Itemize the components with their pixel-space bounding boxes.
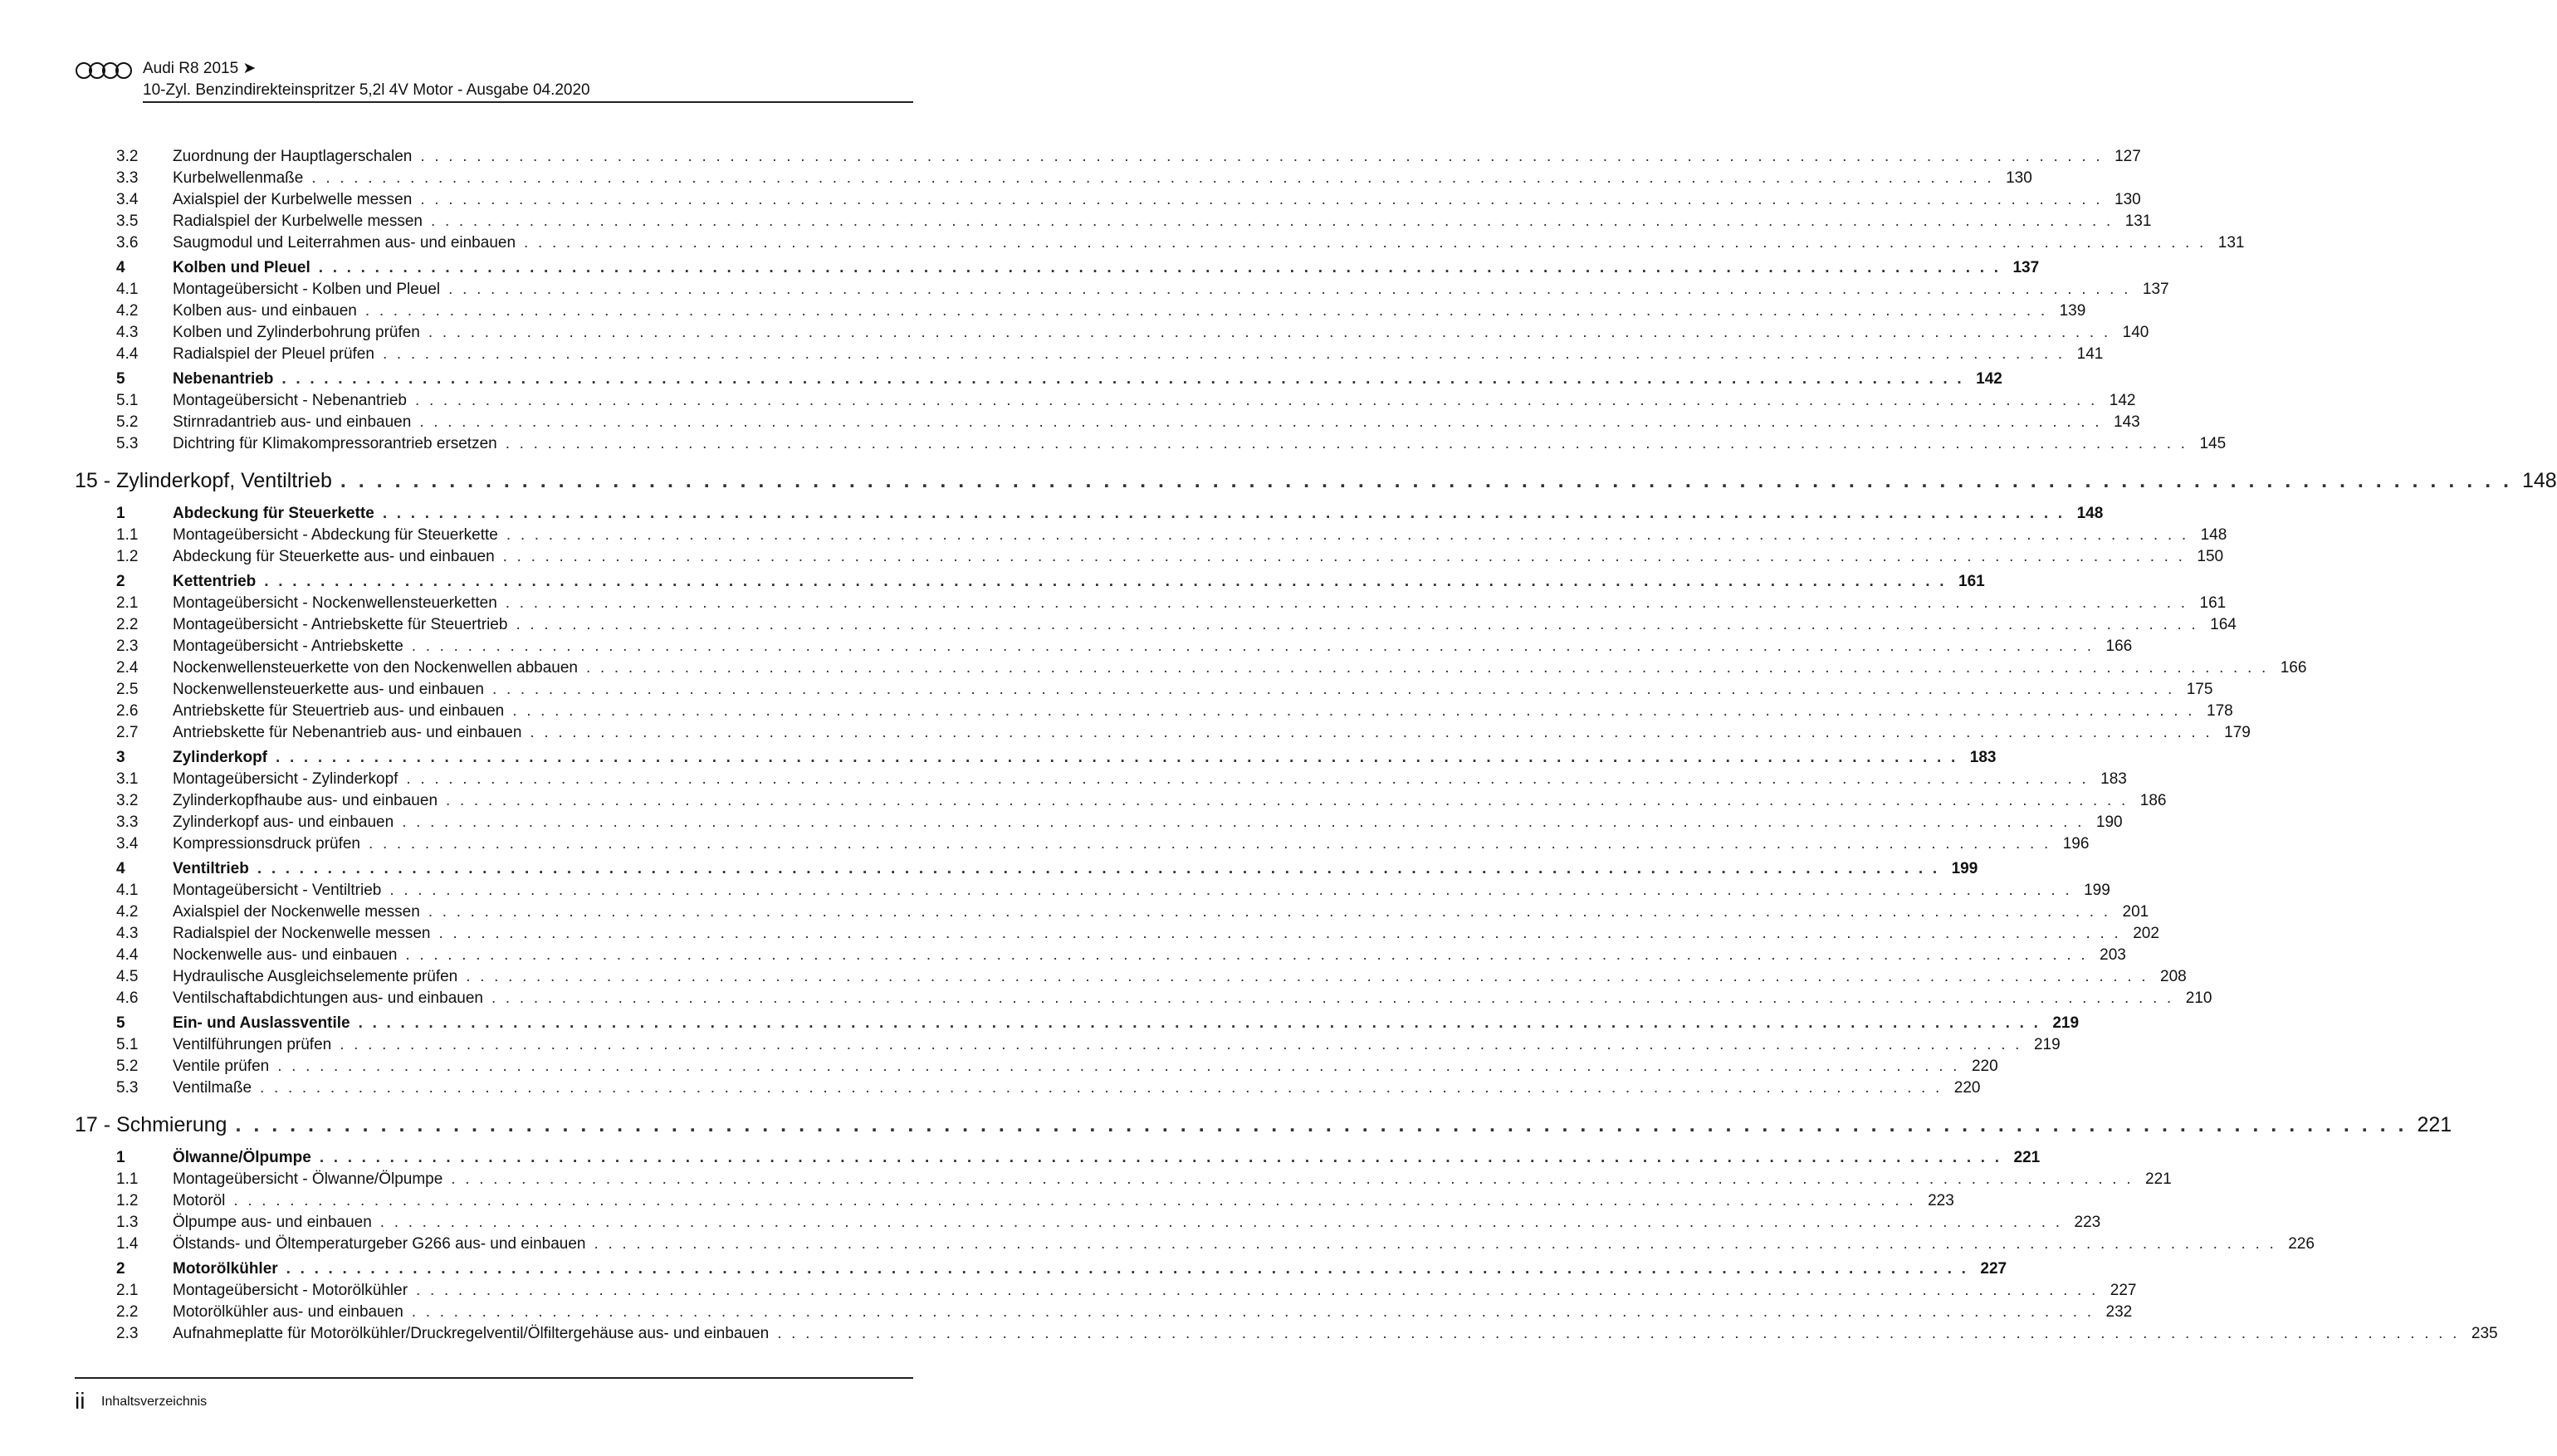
toc-entry-page: 208: [2160, 968, 2187, 985]
toc-subsection-entry[interactable]: [116, 525, 2227, 546]
toc-entry-title: Montageübersicht - Abdeckung für Steuerkette: [173, 526, 498, 544]
toc-entry-page: 166: [2105, 638, 2133, 655]
toc-entry-number: 4.2: [116, 903, 139, 921]
toc-entry-title: Montageübersicht - Ventiltrieb: [173, 882, 382, 899]
toc-entry-title: Radialspiel der Nockenwelle messen: [173, 925, 431, 942]
toc-subsection-entry[interactable]: [116, 412, 2140, 433]
toc-entry-title: Kolben und Pleuel: [173, 259, 310, 276]
toc-entry-page: 232: [2105, 1303, 2133, 1321]
toc-chapter-entry[interactable]: [75, 1111, 2452, 1139]
toc-entry-page: 164: [2210, 616, 2237, 633]
toc-section-entry[interactable]: [116, 747, 1997, 769]
toc-subsection-entry[interactable]: [116, 322, 2149, 344]
toc-entry-title: Antriebskette für Steuertrieb aus- und einbauen: [173, 702, 505, 720]
toc-leader-dots: . . . . . . . . . . . . . . . . . . . . . . . . . . . . . . . . . . . . . . . . . . . . . . . . . . . . . . . . . . . . . . . . . . . . . . . . . . . . . . . . . . . . . . . . . . . . . . . . . . . . . . . . . . . . . . . . . . . . . . . .: [389, 882, 2072, 899]
toc-chapter-entry[interactable]: [75, 467, 2557, 495]
toc-leader-dots: . . . . . . . . . . . . . . . . . . . . . . . . . . . . . . . . . . . . . . . . . . . . . . . . . . . . . . . . . . . . . . . . . . . . . . . . . . . . . . . . . . . . . . . . . . . . . . . . . . . . . . . . . . . . . . . . . . . . . . . .: [318, 259, 2002, 276]
toc-leader-dots: . . . . . . . . . . . . . . . . . . . . . . . . . . . . . . . . . . . . . . . . . . . . . . . . . . . . . . . . . . . . . . . . . . . . . . . . . . . . . . . . . . . . . . . . . . . . . . . . . . . . . . . . . . . . . . . . . . . . . . . .: [446, 792, 2129, 809]
toc-entry-number: 4.6: [116, 989, 139, 1007]
toc-entry-title: Montageübersicht - Antriebskette: [173, 638, 403, 655]
toc-entry-title: Kolben aus- und einbauen: [173, 302, 357, 320]
toc-entry-title: Ventilführungen prüfen: [173, 1036, 332, 1053]
header-subtitle: 10-Zyl. Benzindirekteinspritzer 5,2l 4V Motor - Ausgabe 04.2020: [143, 81, 590, 99]
toc-subsection-entry[interactable]: [116, 833, 2090, 855]
toc-leader-dots: . . . . . . . . . . . . . . . . . . . . . . . . . . . . . . . . . . . . . . . . . . . . . . . . . . . . . . . . . . . . . . . . . . . . . . . . . . . . . . . . . . . . . . . . . . . . . . . . . . . . . . . . . . . . . . . . . . . . . . . .: [420, 148, 2103, 165]
toc-leader-dots: . . . . . . . . . . . . . . . . . . . . . . . . . . . . . . . . . . . . . . . . . . . . . . . . . . . . . . . . . . . . . . . . . . . . . . . . . . . . . . . . . . . . . . . . . . . . . . . . . . . . . . . . . . . . . . . . . . . . . . . .: [524, 234, 2207, 252]
toc-subsection-entry[interactable]: [116, 722, 2251, 744]
toc-entry-page: 235: [2471, 1325, 2498, 1342]
toc-entry-page: 148: [2200, 526, 2227, 544]
toc-leader-dots: . . . . . . . . . . . . . . . . . . . . . . . . . . . . . . . . . . . . . . . . . . . . . . . . . . . . . . . . . . . . . . . . . . . . . . . . . . . . . . . . . . . . . . . . . . . . . . . . . . . . . . . . . . . . . . . . . . . . . . . .: [257, 860, 1940, 877]
toc-subsection-entry[interactable]: [116, 988, 2212, 1009]
toc-entry-page: 130: [2006, 169, 2032, 187]
toc-entry-number: 5: [116, 370, 125, 388]
toc-leader-dots: . . . . . . . . . . . . . . . . . . . . . . . . . . . . . . . . . . . . . . . . . . . . . . . . . . . . . . . . . . . . . . . . . . . . . . . . . . . . . . . . . . . . . . . . . . . . . . . . . . . . . . . . . . . . . . . . . . . . . . . .: [505, 435, 2188, 452]
toc-entry-number: 2.2: [116, 616, 139, 633]
toc-entry-title: Nockenwellensteuerkette aus- und einbauen: [173, 681, 484, 698]
toc-subsection-entry[interactable]: [116, 679, 2213, 701]
toc-entry-title: Aufnahmeplatte für Motorölkühler/Druckregelventil/Ölfiltergehäuse aus- und einbauen: [173, 1325, 770, 1342]
toc-entry-number: 2: [116, 1260, 125, 1278]
toc-entry-title: Motorölkühler: [173, 1260, 278, 1278]
toc-leader-dots: . . . . . . . . . . . . . . . . . . . . . . . . . . . . . . . . . . . . . . . . . . . . . . . . . . . . . . . . . . . . . . . . . . . . . . . . . . . . . . . . . . . . . . . . . . . . . . . . . . . . . . . . . . . . . . . . . . . . . . . .: [281, 370, 1964, 388]
toc-leader-dots: . . . . . . . . . . . . . . . . . . . . . . . . . . . . . . . . . . . . . . . . . . . . . . . . . . . . . . . . . . . . . . . . . . . . . . . . . . . . . . . . . . . . . . . . . . . . . . . . . . . . . . . . . . . . . . . . . . . . . . . .: [420, 191, 2103, 208]
toc-leader-dots: . . . . . . . . . . . . . . . . . . . . . . . . . . . . . . . . . . . . . . . . . . . . . . . . . . . . . . . . . . . . . . . . . . . . . . . . . . . . . . . . . . . . . . . . . . . . . . . . . . . . . . . . . . . . . . . . . . . . . . . .: [364, 302, 2048, 320]
toc-leader-dots: . . . . . . . . . . . . . . . . . . . . . . . . . . . . . . . . . . . . . . . . . . . . . . . . . . . . . . . . . . . . . . . . . . . . . . . . . . . . . . . . . . . . . . . . . . . . . . . . . . . . . . . . . . . . . . . . . . . . . . . .: [777, 1325, 2460, 1342]
toc-leader-dots: . . . . . . . . . . . . . . . . . . . . . . . . . . . . . . . . . . . . . . . . . . . . . . . . . . . . . . . . . . . . . . . . . . . . . . . . . . . . . . . . . . . . . . . . . . . . . . . . . . . . . . . . . . . . . . . . . . . . . . . .: [286, 1260, 1969, 1278]
toc-entry-page: 219: [2052, 1014, 2080, 1032]
toc-subsection-entry[interactable]: [116, 636, 2133, 657]
toc-entry-number: 4.2: [116, 302, 139, 320]
toc-entry-title: Zuordnung der Hauptlagerschalen: [173, 148, 413, 165]
toc-leader-dots: . . . . . . . . . . . . . . . . . . . . . . . . . . . . . . . . . . . . . . . . . . . . . . . . . . . . . . . . . . . . . . . . . . . . . . . . . . . . . . . . . . . . . . . . . . . . . . . . . . . . . . . . . . . . . . . . . . . . . . . .: [451, 1170, 2134, 1188]
toc-entry-page: 203: [2100, 946, 2126, 964]
toc-entry-number: 2.1: [116, 1282, 139, 1299]
toc-subsection-entry[interactable]: [116, 1190, 1954, 1212]
toc-leader-dots: . . . . . . . . . . . . . . . . . . . . . . . . . . . . . . . . . . . . . . . . . . . . . . . . . . . . . . . . . . . . . . . . . . . . . . . . . . . . . . . . . . . . . . . . . . . . . . . . . . . . . . . . . . . . . . . . . . . . . . . .: [448, 281, 2131, 298]
toc-entry-number: 4.3: [116, 324, 139, 341]
toc-entry-page: 196: [2062, 835, 2090, 853]
toc-entry-page: 223: [2074, 1214, 2101, 1231]
toc-entry-title: Nebenantrieb: [173, 370, 274, 388]
toc-entry-page: 183: [2100, 770, 2127, 788]
toc-leader-dots: . . . . . . . . . . . . . . . . . . . . . . . . . . . . . . . . . . . . . . . . . . . . . . . . . . . . . . . . . . . . . . . . . . . . . . . . . . . . . . . . . . . . . . . . . . . . . . . . . . . . . . . . . . . . . . . . . . . . . . . .: [416, 1282, 2099, 1299]
toc-entry-title: Kettentrieb: [173, 573, 257, 590]
toc-entry-number: 3.1: [116, 770, 139, 788]
toc-leader-dots: . . . . . . . . . . . . . . . . . . . . . . . . . . . . . . . . . . . . . . . . . . . . . . . . . . . . . . . . . . . . . . . . . . . . . . . . . . . . . . . . . . . . . . . . . . . . . . . . . . . . . . . . . . . . . . . . . . . . . . . .: [379, 1214, 2063, 1231]
toc-chapter-title: 15 - Zylinderkopf, Ventiltrieb: [75, 469, 332, 492]
toc-entry-title: Ventilmaße: [173, 1079, 252, 1097]
toc-entry-number: 2.1: [116, 594, 139, 612]
toc-subsection-entry[interactable]: [116, 1234, 2315, 1255]
toc-subsection-entry[interactable]: [116, 1056, 1998, 1077]
toc-leader-dots: . . . . . . . . . . . . . . . . . . . . . . . . . . . . . . . . . . . . . . . . . . . . . . . . . . . . . . . . . . . . . . . . . . . . . . . . . . . . . . . . . . . . . . . . . . . . . . . . . . . . . . . . . . . . . . . . . . . . . . . .: [382, 505, 2066, 522]
toc-entry-number: 4.1: [116, 281, 139, 298]
toc-entry-title: Ölpumpe aus- und einbauen: [173, 1214, 372, 1231]
toc-leader-dots: . . . . . . . . . . . . . . . . . . . . . . . . . . . . . . . . . . . . . . . . . . . . . . . . . . . . . . . . . . . . . . . . . . . . . . . . . . . . . . . . . . . . . . . . . . . . . . . . . . . . . . . . . . . . . . . . . . . . . . . .: [411, 638, 2095, 655]
toc-entry-number: 1.1: [116, 526, 139, 544]
toc-leader-dots: . . . . . . . . . . . . . . . . . . . . . . . . . . . . . . . . . . . . . . . . . . . . . . . . . . . . . . . . . . . . . . . . . . . . . . . . . . . . . . . . . . . . . . . . . . . . . . . . . . . . . . . . . . . . . . . . . . . . . . . .: [516, 616, 2198, 633]
toc-entry-page: 186: [2139, 792, 2167, 809]
toc-chapter-title: 17 - Schmierung: [75, 1113, 227, 1136]
toc-entry-page: 142: [1976, 370, 2002, 388]
toc-leader-dots: . . . . . . . . . . . . . . . . . . . . . . . . . . . . . . . . . . . . . . . . . . . . . . . . . . . . . . . . . . . . . . . . . . . . . . . . . . . . . . . . . . . . . . . . . . . . . . . . . . . . . . . . . . . . . . . . . . . . . . . .: [233, 1192, 1916, 1209]
toc-leader-dots: . . . . . . . . . . . . . . . . . . . . . . . . . . . . . . . . . . . . . . . . . . . . . . . . . . . . . . . . . . . . . . . . . . . . . . . . . . . . . . . . . . . . . . . . . . . . . . . . . . . . . . . . . . . . . . . . . . . . . . . .: [402, 814, 2085, 831]
toc-entry-number: 4.4: [116, 946, 139, 964]
toc-subsection-entry[interactable]: [116, 279, 2169, 300]
toc-entry-number: 3.2: [116, 148, 139, 165]
toc-entry-page: 201: [2122, 903, 2149, 921]
toc-leader-dots: . . . . . . . . . . . . . . . . . . . . . . . . . . . . . . . . . . . . . . . . . . . . . . . . . . . . . . . . . . . . . . . . . . . . . . . . . . . . . . . . . . . . . . . . . . . . . . . . . . . . . . . . . . . . . . . . . . . . . . . .: [406, 770, 2089, 788]
toc-entry-number: 3.4: [116, 835, 139, 853]
toc-section-entry[interactable]: [116, 1013, 2080, 1034]
page-header: [75, 60, 913, 101]
toc-leader-dots: . . . . . . . . . . . . . . . . . . . . . . . . . . . . . . . . . . . . . . . . . . . . . . . . . . . . . . . . . . . . . . . . . . . . . . . . . . . . . . . . . . . . . . . . . . . . . . . . . . . . . . . . . . . . . . . . . . . . . . . .: [428, 903, 2111, 921]
toc-subsection-entry[interactable]: [116, 1302, 2133, 1323]
toc-entry-page: 131: [2124, 213, 2152, 230]
toc-entry-title: Radialspiel der Kurbelwelle messen: [173, 213, 423, 230]
toc-leader-dots: . . . . . . . . . . . . . . . . . . . . . . . . . . . . . . . . . . . . . . . . . . . . . . . . . . . . . . . . . . . . . . . . . . . . . . . . . . . . . . . . . . . . . . . . . . . . . . . . . . . . . . . . . . . . . . . . . . . . . . . .: [594, 1235, 2276, 1253]
toc-entry-title: Montageübersicht - Nebenantrieb: [173, 392, 408, 409]
toc-entry-title: Motoröl: [173, 1192, 226, 1209]
toc-entry-number: 2.4: [116, 659, 139, 677]
toc-entry-number: 3.5: [116, 213, 139, 230]
toc-leader-dots: . . . . . . . . . . . . . . . . . . . . . . . . . . . . . . . . . . . . . . . . . . . . . . . . . . . . . . . . . . . . . . . . . . . . . . . . . . . . . . . . . . . . . . . . . . . . . . . . . . . . . . . . . . . . . . . . . . . . . . . .: [358, 1014, 2041, 1032]
toc-subsection-entry[interactable]: [116, 189, 2141, 211]
toc-entry-title: Saugmodul und Leiterrahmen aus- und einbauen: [173, 234, 516, 252]
toc-section-entry[interactable]: [116, 1147, 2041, 1169]
toc-leader-dots: . . . . . . . . . . . . . . . . . . . . . . . . . . . . . . . . . . . . . . . . . . . . . . . . . . . . . . . . . . . . . . . . . . . . . . . . . . . . . . . . . . . . . . . . . . . . . . . . . . . . . . . . . . . . . . . . . . . . . . . .: [466, 968, 2149, 985]
toc-chapter-page: 221: [2417, 1113, 2452, 1136]
toc-entry-page: 220: [1953, 1079, 1981, 1097]
toc-entry-page: 178: [2207, 702, 2233, 720]
toc-chapter-page: 148: [2521, 469, 2557, 492]
toc-section-entry[interactable]: [116, 1258, 2007, 1280]
toc-entry-number: 4.1: [116, 882, 139, 899]
toc-entry-number: 4: [116, 259, 125, 276]
toc-leader-dots: . . . . . . . . . . . . . . . . . . . . . . . . . . . . . . . . . . . . . . . . . . . . . . . . . . . . . . . . . . . . . . . . . . . . . . . . . . . . . . . . . . . . . . . . . . . . . . . . . . . . . . . . . . . . . . . . . . . . . . . .: [235, 1113, 2408, 1136]
toc-entry-number: 2.6: [116, 702, 139, 720]
toc-subsection-entry[interactable]: [116, 1280, 2137, 1302]
toc-leader-dots: . . . . . . . . . . . . . . . . . . . . . . . . . . . . . . . . . . . . . . . . . . . . . . . . . . . . . . . . . . . . . . . . . . . . . . . . . . . . . . . . . . . . . . . . . . . . . . . . . . . . . . . . . . . . . . . . . . . . . . . .: [586, 659, 2269, 677]
toc-entry-number: 4.5: [116, 968, 139, 985]
toc-entry-page: 145: [2199, 435, 2227, 452]
toc-leader-dots: . . . . . . . . . . . . . . . . . . . . . . . . . . . . . . . . . . . . . . . . . . . . . . . . . . . . . . . . . . . . . . . . . . . . . . . . . . . . . . . . . . . . . . . . . . . . . . . . . . . . . . . . . . . . . . . . . . . . . . . .: [491, 989, 2174, 1007]
toc-subsection-entry[interactable]: [116, 614, 2237, 636]
toc-entry-title: Montageübersicht - Zylinderkopf: [173, 770, 398, 788]
toc-leader-dots: . . . . . . . . . . . . . . . . . . . . . . . . . . . . . . . . . . . . . . . . . . . . . . . . . . . . . . . . . . . . . . . . . . . . . . . . . . . . . . . . . . . . . . . . . . . . . . . . . . . . . . . . . . . . . . . . . . . . . . . .: [311, 169, 1994, 187]
toc-entry-title: Kompressionsdruck prüfen: [173, 835, 360, 853]
toc-entry-number: 1: [116, 505, 125, 522]
toc-entry-title: Kolben und Zylinderbohrung prüfen: [173, 324, 420, 341]
toc-entry-page: 199: [1951, 860, 1978, 877]
toc-entry-page: 223: [1928, 1192, 1954, 1209]
toc-entry-title: Montageübersicht - Kolben und Pleuel: [173, 281, 441, 298]
toc-entry-number: 3: [116, 749, 125, 766]
toc-subsection-entry[interactable]: [116, 232, 2245, 254]
toc-entry-number: 3.3: [116, 814, 139, 831]
toc-subsection-entry[interactable]: [116, 1169, 2172, 1190]
toc-entry-number: 5.1: [116, 1036, 139, 1053]
toc-entry-page: 161: [1958, 573, 1985, 590]
toc-subsection-entry[interactable]: [116, 593, 2227, 614]
toc-entry-number: 5.3: [116, 435, 139, 452]
toc-entry-number: 1.1: [116, 1170, 139, 1188]
toc-entry-page: 137: [2142, 281, 2169, 298]
toc-entry-page: 183: [1969, 749, 1997, 766]
toc-leader-dots: . . . . . . . . . . . . . . . . . . . . . . . . . . . . . . . . . . . . . . . . . . . . . . . . . . . . . . . . . . . . . . . . . . . . . . . . . . . . . . . . . . . . . . . . . . . . . . . . . . . . . . . . . . . . . . . . . . . . . . . .: [431, 213, 2114, 230]
toc-entry-title: Dichtring für Klimakompressorantrieb ersetzen: [173, 435, 497, 452]
toc-entry-title: Hydraulische Ausgleichselemente prüfen: [173, 968, 458, 985]
toc-entry-page: 161: [2199, 594, 2227, 612]
toc-subsection-entry[interactable]: [116, 1323, 2498, 1345]
audi-rings-logo: [75, 61, 133, 80]
toc-entry-number: 1: [116, 1149, 125, 1166]
toc-entry-page: 142: [2109, 392, 2136, 409]
toc-entry-number: 1.2: [116, 548, 139, 565]
toc-entry-title: Montageübersicht - Motorölkühler: [173, 1282, 408, 1299]
toc-entry-page: 130: [2115, 191, 2141, 208]
toc-leader-dots: . . . . . . . . . . . . . . . . . . . . . . . . . . . . . . . . . . . . . . . . . . . . . . . . . . . . . . . . . . . . . . . . . . . . . . . . . . . . . . . . . . . . . . . . . . . . . . . . . . . . . . . . . . . . . . . . . . . . . . . .: [264, 573, 1947, 590]
toc-leader-dots: . . . . . . . . . . . . . . . . . . . . . . . . . . . . . . . . . . . . . . . . . . . . . . . . . . . . . . . . . . . . . . . . . . . . . . . . . . . . . . . . . . . . . . . . . . . . . . . . . . . . . . . . . . . . . . . . . . . . . . . .: [319, 1149, 2002, 1166]
toc-entry-page: 131: [2217, 234, 2245, 252]
toc-entry-title: Nockenwelle aus- und einbauen: [173, 946, 398, 964]
toc-subsection-entry[interactable]: [116, 657, 2307, 679]
toc-leader-dots: . . . . . . . . . . . . . . . . . . . . . . . . . . . . . . . . . . . . . . . . . . . . . . . . . . . . . . . . . . . . . . . . . . . . . . . . . . . . . . . . . . . . . . . . . . . . . . . . . . . . . . . . . . . . . . . . . . . . . . . .: [277, 1058, 1960, 1075]
toc-entry-page: 127: [2115, 148, 2141, 165]
toc-subsection-entry[interactable]: [116, 812, 2123, 833]
toc-section-entry[interactable]: [116, 858, 1978, 880]
toc-entry-number: 5.2: [116, 1058, 139, 1075]
toc-entry-page: 226: [2288, 1235, 2315, 1253]
toc-entry-number: 3.2: [116, 792, 139, 809]
toc-subsection-entry[interactable]: [116, 390, 2136, 412]
toc-entry-number: 5: [116, 1014, 125, 1032]
toc-entry-page: 199: [2084, 882, 2110, 899]
toc-entry-number: 2.2: [116, 1303, 139, 1321]
toc-entry-title: Zylinderkopf: [173, 749, 268, 766]
toc-leader-dots: . . . . . . . . . . . . . . . . . . . . . . . . . . . . . . . . . . . . . . . . . . . . . . . . . . . . . . . . . . . . . . . . . . . . . . . . . . . . . . . . . . . . . . . . . . . . . . . . . . . . . . . . . . . . . . . . . . . . . . . .: [340, 469, 2512, 492]
toc-leader-dots: . . . . . . . . . . . . . . . . . . . . . . . . . . . . . . . . . . . . . . . . . . . . . . . . . . . . . . . . . . . . . . . . . . . . . . . . . . . . . . . . . . . . . . . . . . . . . . . . . . . . . . . . . . . . . . . . . . . . . . . .: [411, 1303, 2095, 1321]
toc-subsection-entry[interactable]: [116, 880, 2110, 901]
toc-entry-title: Ölwanne/Ölpumpe: [173, 1149, 311, 1166]
toc-entry-title: Montageübersicht - Nockenwellensteuerketten: [173, 594, 497, 612]
toc-leader-dots: . . . . . . . . . . . . . . . . . . . . . . . . . . . . . . . . . . . . . . . . . . . . . . . . . . . . . . . . . . . . . . . . . . . . . . . . . . . . . . . . . . . . . . . . . . . . . . . . . . . . . . . . . . . . . . . . . . . . . . . .: [260, 1079, 1943, 1097]
toc-leader-dots: . . . . . . . . . . . . . . . . . . . . . . . . . . . . . . . . . . . . . . . . . . . . . . . . . . . . . . . . . . . . . . . . . . . . . . . . . . . . . . . . . . . . . . . . . . . . . . . . . . . . . . . . . . . . . . . . . . . . . . . .: [530, 724, 2212, 741]
toc-section-entry[interactable]: [116, 503, 2104, 525]
toc-subsection-entry[interactable]: [116, 1212, 2101, 1234]
toc-entry-page: 141: [2076, 345, 2104, 363]
toc-entry-number: 1.2: [116, 1192, 139, 1209]
toc-entry-number: 2.7: [116, 724, 139, 741]
toc-subsection-entry[interactable]: [116, 168, 2032, 189]
toc-entry-page: 221: [2013, 1149, 2041, 1166]
toc-entry-number: 3.6: [116, 234, 139, 252]
toc-entry-page: 220: [1971, 1058, 1998, 1075]
toc-entry-page: 137: [2012, 259, 2040, 276]
toc-subsection-entry[interactable]: [116, 701, 2233, 722]
toc-entry-title: Axialspiel der Nockenwelle messen: [173, 903, 420, 921]
toc-subsection-entry[interactable]: [116, 146, 2141, 168]
toc-subsection-entry[interactable]: [116, 211, 2152, 232]
toc-leader-dots: . . . . . . . . . . . . . . . . . . . . . . . . . . . . . . . . . . . . . . . . . . . . . . . . . . . . . . . . . . . . . . . . . . . . . . . . . . . . . . . . . . . . . . . . . . . . . . . . . . . . . . . . . . . . . . . . . . . . . . . .: [419, 413, 2102, 431]
toc-subsection-entry[interactable]: [116, 546, 2224, 568]
toc-entry-title: Ein- und Auslassventile: [173, 1014, 350, 1032]
toc-entry-title: Zylinderkopf aus- und einbauen: [173, 814, 394, 831]
toc-entry-number: 1.3: [116, 1214, 139, 1231]
footer-title: Inhaltsverzeichnis: [101, 1395, 208, 1409]
toc-entry-page: 221: [2145, 1170, 2172, 1188]
toc-subsection-entry[interactable]: [116, 769, 2127, 790]
toc-section-entry[interactable]: [116, 571, 1985, 593]
toc-leader-dots: . . . . . . . . . . . . . . . . . . . . . . . . . . . . . . . . . . . . . . . . . . . . . . . . . . . . . . . . . . . . . . . . . . . . . . . . . . . . . . . . . . . . . . . . . . . . . . . . . . . . . . . . . . . . . . . . . . . . . . . .: [340, 1036, 2022, 1053]
toc-entry-page: 143: [2114, 413, 2140, 431]
toc-leader-dots: . . . . . . . . . . . . . . . . . . . . . . . . . . . . . . . . . . . . . . . . . . . . . . . . . . . . . . . . . . . . . . . . . . . . . . . . . . . . . . . . . . . . . . . . . . . . . . . . . . . . . . . . . . . . . . . . . . . . . . . .: [369, 835, 2051, 853]
toc-entry-title: Ölstands- und Öltemperaturgeber G266 aus- und einbauen: [173, 1235, 586, 1253]
toc-leader-dots: . . . . . . . . . . . . . . . . . . . . . . . . . . . . . . . . . . . . . . . . . . . . . . . . . . . . . . . . . . . . . . . . . . . . . . . . . . . . . . . . . . . . . . . . . . . . . . . . . . . . . . . . . . . . . . . . . . . . . . . .: [506, 526, 2189, 544]
footer-divider: [75, 1377, 913, 1379]
toc-subsection-entry[interactable]: [116, 945, 2126, 966]
toc-entry-title: Kurbelwellenmaße: [173, 169, 304, 187]
toc-subsection-entry[interactable]: [116, 1077, 1981, 1099]
toc-leader-dots: . . . . . . . . . . . . . . . . . . . . . . . . . . . . . . . . . . . . . . . . . . . . . . . . . . . . . . . . . . . . . . . . . . . . . . . . . . . . . . . . . . . . . . . . . . . . . . . . . . . . . . . . . . . . . . . . . . . . . . . .: [276, 749, 1958, 766]
toc-entry-page: 148: [2076, 505, 2104, 522]
toc-subsection-entry[interactable]: [116, 923, 2159, 945]
toc-entry-page: 227: [1980, 1260, 2007, 1278]
toc-entry-title: Ventiltrieb: [173, 860, 249, 877]
toc-leader-dots: . . . . . . . . . . . . . . . . . . . . . . . . . . . . . . . . . . . . . . . . . . . . . . . . . . . . . . . . . . . . . . . . . . . . . . . . . . . . . . . . . . . . . . . . . . . . . . . . . . . . . . . . . . . . . . . . . . . . . . . .: [502, 548, 2186, 565]
toc-entry-title: Radialspiel der Pleuel prüfen: [173, 345, 374, 363]
toc-entry-page: 139: [2059, 302, 2086, 320]
toc-entry-title: Axialspiel der Kurbelwelle messen: [173, 191, 413, 208]
toc-subsection-entry[interactable]: [116, 1034, 2061, 1056]
toc-leader-dots: . . . . . . . . . . . . . . . . . . . . . . . . . . . . . . . . . . . . . . . . . . . . . . . . . . . . . . . . . . . . . . . . . . . . . . . . . . . . . . . . . . . . . . . . . . . . . . . . . . . . . . . . . . . . . . . . . . . . . . . .: [382, 345, 2066, 363]
toc-entry-page: 202: [2133, 925, 2159, 942]
header-brand: Audi R8 2015 ➤: [143, 60, 257, 77]
toc-leader-dots: . . . . . . . . . . . . . . . . . . . . . . . . . . . . . . . . . . . . . . . . . . . . . . . . . . . . . . . . . . . . . . . . . . . . . . . . . . . . . . . . . . . . . . . . . . . . . . . . . . . . . . . . . . . . . . . . . . . . . . . .: [415, 392, 2098, 409]
toc-entry-page: 150: [2197, 548, 2224, 565]
toc-entry-number: 2.5: [116, 681, 139, 698]
toc-section-entry[interactable]: [116, 369, 2002, 390]
toc-leader-dots: . . . . . . . . . . . . . . . . . . . . . . . . . . . . . . . . . . . . . . . . . . . . . . . . . . . . . . . . . . . . . . . . . . . . . . . . . . . . . . . . . . . . . . . . . . . . . . . . . . . . . . . . . . . . . . . . . . . . . . . .: [512, 702, 2195, 720]
toc-leader-dots: . . . . . . . . . . . . . . . . . . . . . . . . . . . . . . . . . . . . . . . . . . . . . . . . . . . . . . . . . . . . . . . . . . . . . . . . . . . . . . . . . . . . . . . . . . . . . . . . . . . . . . . . . . . . . . . . . . . . . . . .: [428, 324, 2111, 341]
toc-leader-dots: . . . . . . . . . . . . . . . . . . . . . . . . . . . . . . . . . . . . . . . . . . . . . . . . . . . . . . . . . . . . . . . . . . . . . . . . . . . . . . . . . . . . . . . . . . . . . . . . . . . . . . . . . . . . . . . . . . . . . . . .: [491, 681, 2175, 698]
toc-entry-page: 175: [2186, 681, 2213, 698]
toc-entry-number: 3.4: [116, 191, 139, 208]
toc-entry-number: 4: [116, 860, 125, 877]
toc-subsection-entry[interactable]: [116, 790, 2167, 812]
toc-entry-page: 227: [2110, 1282, 2137, 1299]
toc-entry-number: 5.2: [116, 413, 139, 431]
toc-subsection-entry[interactable]: [116, 433, 2227, 455]
toc-entry-page: 219: [2033, 1036, 2061, 1053]
toc-leader-dots: . . . . . . . . . . . . . . . . . . . . . . . . . . . . . . . . . . . . . . . . . . . . . . . . . . . . . . . . . . . . . . . . . . . . . . . . . . . . . . . . . . . . . . . . . . . . . . . . . . . . . . . . . . . . . . . . . . . . . . . .: [438, 925, 2121, 942]
toc-entry-title: Motorölkühler aus- und einbauen: [173, 1303, 403, 1321]
toc-entry-number: 2.3: [116, 638, 139, 655]
toc-leader-dots: . . . . . . . . . . . . . . . . . . . . . . . . . . . . . . . . . . . . . . . . . . . . . . . . . . . . . . . . . . . . . . . . . . . . . . . . . . . . . . . . . . . . . . . . . . . . . . . . . . . . . . . . . . . . . . . . . . . . . . . .: [405, 946, 2088, 964]
toc-leader-dots: . . . . . . . . . . . . . . . . . . . . . . . . . . . . . . . . . . . . . . . . . . . . . . . . . . . . . . . . . . . . . . . . . . . . . . . . . . . . . . . . . . . . . . . . . . . . . . . . . . . . . . . . . . . . . . . . . . . . . . . .: [505, 594, 2188, 612]
toc-entry-title: Montageübersicht - Antriebskette für Steuertrieb: [173, 616, 508, 633]
toc-entry-number: 5.3: [116, 1079, 139, 1097]
toc-section-entry[interactable]: [116, 257, 2040, 279]
footer-page-number: ii: [75, 1388, 86, 1414]
toc-entry-number: 2: [116, 573, 125, 590]
toc-entry-page: 210: [2185, 989, 2212, 1007]
toc-entry-number: 1.4: [116, 1235, 139, 1253]
toc-subsection-entry[interactable]: [116, 344, 2104, 365]
toc-entry-page: 190: [2095, 814, 2123, 831]
toc-entry-page: 179: [2224, 724, 2251, 741]
toc-entry-title: Montageübersicht - Ölwanne/Ölpumpe: [173, 1170, 443, 1188]
toc-entry-title: Abdeckung für Steuerkette: [173, 505, 374, 522]
header-divider: [143, 101, 913, 103]
toc-entry-number: 2.3: [116, 1325, 139, 1342]
toc-entry-title: Abdeckung für Steuerkette aus- und einbauen: [173, 548, 495, 565]
toc-entry-page: 166: [2280, 659, 2307, 677]
toc-subsection-entry[interactable]: [116, 300, 2086, 322]
toc-subsection-entry[interactable]: [116, 966, 2187, 988]
toc-entry-title: Stirnradantrieb aus- und einbauen: [173, 413, 412, 431]
toc-entry-title: Antriebskette für Nebenantrieb aus- und einbauen: [173, 724, 522, 741]
toc-entry-title: Nockenwellensteuerkette von den Nockenwellen abbauen: [173, 659, 578, 677]
toc-entry-title: Zylinderkopfhaube aus- und einbauen: [173, 792, 438, 809]
toc-entry-page: 140: [2122, 324, 2149, 341]
toc-subsection-entry[interactable]: [116, 901, 2149, 923]
toc-entry-number: 5.1: [116, 392, 139, 409]
toc-entry-number: 4.4: [116, 345, 139, 363]
toc-entry-number: 4.3: [116, 925, 139, 942]
toc-entry-title: Ventilschaftabdichtungen aus- und einbauen: [173, 989, 483, 1007]
toc-entry-number: 3.3: [116, 169, 139, 187]
toc-entry-title: Ventile prüfen: [173, 1058, 270, 1075]
